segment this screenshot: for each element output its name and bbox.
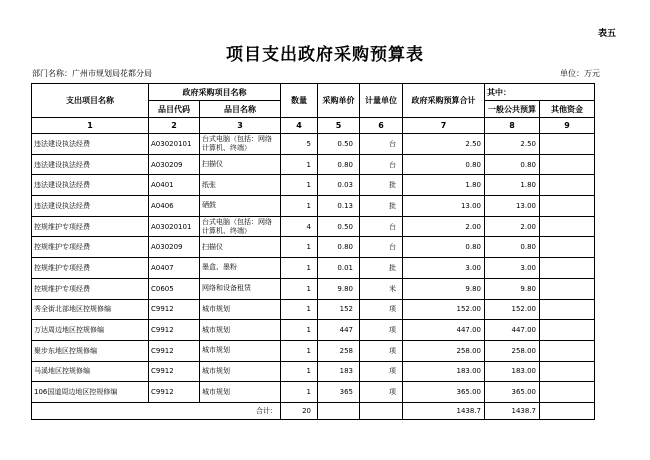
- public-budget-cell: 183.00: [485, 361, 540, 382]
- item-name-cell: 纸张: [200, 175, 281, 196]
- unit-price-cell: 0.50: [318, 134, 360, 155]
- quantity-cell: 1: [281, 299, 318, 320]
- table-row: [32, 382, 595, 403]
- total-cell: 258.00: [403, 340, 485, 361]
- table-row: [32, 175, 595, 196]
- public-budget-cell: 13.00: [485, 196, 540, 217]
- item-name-cell: 城市规划: [200, 361, 281, 382]
- item-code-cell: C9912: [149, 320, 200, 341]
- footer-empty-cell: [318, 402, 360, 419]
- public-budget-cell: 447.00: [485, 320, 540, 341]
- item-code-cell: C0605: [149, 278, 200, 299]
- other-funds-cell: [540, 258, 595, 279]
- header-total: 政府采购预算合计: [403, 84, 485, 118]
- header-unit-price: 采购单价: [318, 84, 360, 118]
- item-code-cell: C9912: [149, 382, 200, 403]
- header-quantity: 数量: [281, 84, 318, 118]
- public-budget-cell: 0.80: [485, 154, 540, 175]
- public-budget-cell: 3.00: [485, 258, 540, 279]
- item-code-cell: A0401: [149, 175, 200, 196]
- measure-unit-cell: 项: [360, 320, 403, 341]
- other-funds-cell: [540, 134, 595, 155]
- total-cell: 3.00: [403, 258, 485, 279]
- item-name-cell: 硒鼓: [200, 196, 281, 217]
- other-funds-cell: [540, 382, 595, 403]
- header-other-funds: 其他资金: [540, 101, 595, 118]
- column-number: 8: [485, 118, 540, 134]
- item-name-cell: 网络和设备租赁: [200, 278, 281, 299]
- project-name-cell: 违法建设执法经费: [32, 134, 149, 155]
- other-funds-cell: [540, 320, 595, 341]
- item-name-cell: 城市规划: [200, 320, 281, 341]
- table-row: [32, 258, 595, 279]
- quantity-cell: 4: [281, 216, 318, 237]
- department-label: 部门名称：广州市规划局花都分局: [32, 69, 152, 78]
- project-name-cell: 控规维护专项经费: [32, 216, 149, 237]
- procurement-budget-table: [31, 83, 595, 420]
- item-name-cell: 城市规划: [200, 340, 281, 361]
- table-row: [32, 340, 595, 361]
- column-number: 9: [540, 118, 595, 134]
- header-project-name: 支出项目名称: [32, 84, 149, 118]
- measure-unit-cell: 项: [360, 361, 403, 382]
- table-number-label: 表五: [598, 29, 617, 39]
- other-funds-cell: [540, 278, 595, 299]
- table-row: [32, 134, 595, 155]
- table-row: [32, 299, 595, 320]
- header-of-which: 其中：: [485, 84, 595, 101]
- other-funds-cell: [540, 154, 595, 175]
- quantity-cell: 1: [281, 278, 318, 299]
- other-funds-cell: [540, 299, 595, 320]
- item-name-cell: 台式电脑（包括：网络计算机、终端）: [200, 134, 281, 155]
- quantity-cell: 1: [281, 175, 318, 196]
- public-budget-cell: 258.00: [485, 340, 540, 361]
- project-name-cell: 违法建设执法经费: [32, 196, 149, 217]
- table-row: [32, 361, 595, 382]
- total-cell: 0.80: [403, 237, 485, 258]
- table-row: [32, 320, 595, 341]
- measure-unit-cell: 台: [360, 154, 403, 175]
- unit-price-cell: 365: [318, 382, 360, 403]
- other-funds-cell: [540, 196, 595, 217]
- total-cell: 2.00: [403, 216, 485, 237]
- table-row: [32, 278, 595, 299]
- column-number: 2: [149, 118, 200, 134]
- footer-other-funds-cell: [540, 402, 595, 419]
- total-cell: 365.00: [403, 382, 485, 403]
- item-name-cell: 墨盒、墨粉: [200, 258, 281, 279]
- column-number: 4: [281, 118, 318, 134]
- footer-empty-cell: [360, 402, 403, 419]
- measure-unit-cell: 项: [360, 299, 403, 320]
- measure-unit-cell: 批: [360, 175, 403, 196]
- column-number: 5: [318, 118, 360, 134]
- footer-total-label: 合计：: [32, 402, 281, 419]
- quantity-cell: 1: [281, 196, 318, 217]
- measure-unit-cell: 项: [360, 340, 403, 361]
- footer-quantity-cell: 20: [281, 402, 318, 419]
- footer-public-budget-cell: 1438.7: [485, 402, 540, 419]
- header-item-code: 品目代码: [149, 101, 200, 118]
- item-name-cell: 城市规划: [200, 299, 281, 320]
- measure-unit-cell: 米: [360, 278, 403, 299]
- other-funds-cell: [540, 216, 595, 237]
- quantity-cell: 1: [281, 258, 318, 279]
- total-cell: 2.50: [403, 134, 485, 155]
- public-budget-cell: 0.80: [485, 237, 540, 258]
- quantity-cell: 1: [281, 320, 318, 341]
- public-budget-cell: 1.80: [485, 175, 540, 196]
- item-code-cell: A030209: [149, 154, 200, 175]
- unit-price-cell: 0.01: [318, 258, 360, 279]
- other-funds-cell: [540, 340, 595, 361]
- item-name-cell: 城市规划: [200, 382, 281, 403]
- public-budget-cell: 152.00: [485, 299, 540, 320]
- item-code-cell: A03020101: [149, 216, 200, 237]
- other-funds-cell: [540, 237, 595, 258]
- measure-unit-cell: 批: [360, 196, 403, 217]
- item-name-cell: 扫描仪: [200, 237, 281, 258]
- public-budget-cell: 2.00: [485, 216, 540, 237]
- project-name-cell: 违法建设执法经费: [32, 175, 149, 196]
- measure-unit-cell: 批: [360, 258, 403, 279]
- header-item-name: 品目名称: [200, 101, 281, 118]
- column-number: 3: [200, 118, 281, 134]
- total-cell: 13.00: [403, 196, 485, 217]
- quantity-cell: 1: [281, 382, 318, 403]
- public-budget-cell: 9.80: [485, 278, 540, 299]
- quantity-cell: 1: [281, 361, 318, 382]
- unit-price-cell: 0.13: [318, 196, 360, 217]
- item-name-cell: 扫描仪: [200, 154, 281, 175]
- header-public-budget: 一般公共预算: [485, 101, 540, 118]
- table-row: [32, 196, 595, 217]
- quantity-cell: 1: [281, 340, 318, 361]
- total-cell: 152.00: [403, 299, 485, 320]
- column-number: 7: [403, 118, 485, 134]
- other-funds-cell: [540, 175, 595, 196]
- item-code-cell: A0407: [149, 258, 200, 279]
- quantity-cell: 5: [281, 134, 318, 155]
- total-cell: 1.80: [403, 175, 485, 196]
- project-name-cell: 违法建设执法经费: [32, 154, 149, 175]
- unit-price-cell: 9.80: [318, 278, 360, 299]
- unit-price-cell: 258: [318, 340, 360, 361]
- project-name-cell: 控规维护专项经费: [32, 258, 149, 279]
- footer-total-cell: 1438.7: [403, 402, 485, 419]
- total-cell: 9.80: [403, 278, 485, 299]
- total-cell: 0.80: [403, 154, 485, 175]
- header-procurement-item: 政府采购项目名称: [149, 84, 281, 101]
- table-footer-row: [32, 402, 595, 419]
- column-number: 6: [360, 118, 403, 134]
- measure-unit-cell: 台: [360, 237, 403, 258]
- project-name-cell: 控规维护专项经费: [32, 278, 149, 299]
- unit-price-cell: 447: [318, 320, 360, 341]
- project-name-cell: 控规维护专项经费: [32, 237, 149, 258]
- unit-label: 单位：万元: [560, 69, 600, 78]
- unit-price-cell: 0.50: [318, 216, 360, 237]
- quantity-cell: 1: [281, 237, 318, 258]
- item-code-cell: A03020101: [149, 134, 200, 155]
- unit-price-cell: 152: [318, 299, 360, 320]
- unit-price-cell: 0.80: [318, 154, 360, 175]
- project-name-cell: 106国道周边地区控规修编: [32, 382, 149, 403]
- unit-price-cell: 0.03: [318, 175, 360, 196]
- unit-price-cell: 183: [318, 361, 360, 382]
- item-code-cell: C9912: [149, 361, 200, 382]
- header-measure-unit: 计量单位: [360, 84, 403, 118]
- item-name-cell: 台式电脑（包括：网络计算机、终端）: [200, 216, 281, 237]
- project-name-cell: 马溪地区控规修编: [32, 361, 149, 382]
- total-cell: 183.00: [403, 361, 485, 382]
- unit-price-cell: 0.80: [318, 237, 360, 258]
- project-name-cell: 万达周边地区控规修编: [32, 320, 149, 341]
- public-budget-cell: 365.00: [485, 382, 540, 403]
- table-row: [32, 216, 595, 237]
- item-code-cell: A0406: [149, 196, 200, 217]
- table-row: [32, 237, 595, 258]
- item-code-cell: C9912: [149, 340, 200, 361]
- page-title: 项目支出政府采购预算表: [226, 45, 424, 65]
- project-name-cell: 秀全街北部地区控规修编: [32, 299, 149, 320]
- measure-unit-cell: 台: [360, 134, 403, 155]
- measure-unit-cell: 台: [360, 216, 403, 237]
- quantity-cell: 1: [281, 154, 318, 175]
- measure-unit-cell: 项: [360, 382, 403, 403]
- total-cell: 447.00: [403, 320, 485, 341]
- project-name-cell: 聚步东地区控规修编: [32, 340, 149, 361]
- table-row: [32, 154, 595, 175]
- public-budget-cell: 2.50: [485, 134, 540, 155]
- item-code-cell: A030209: [149, 237, 200, 258]
- column-number: 1: [32, 118, 149, 134]
- other-funds-cell: [540, 361, 595, 382]
- item-code-cell: C9912: [149, 299, 200, 320]
